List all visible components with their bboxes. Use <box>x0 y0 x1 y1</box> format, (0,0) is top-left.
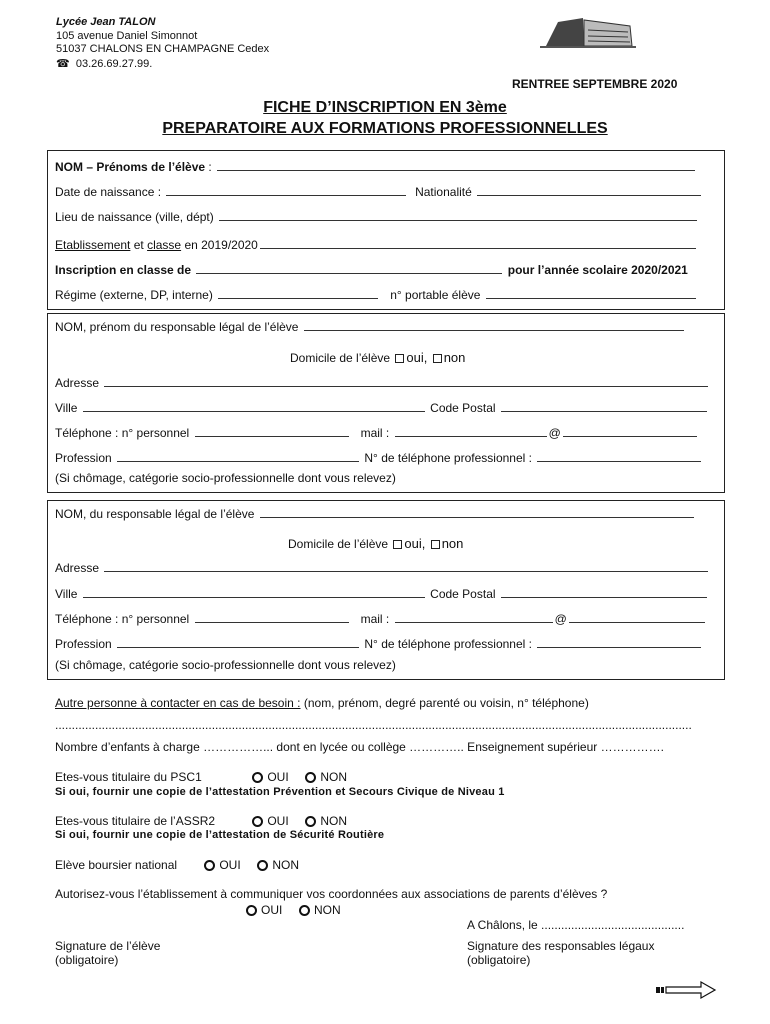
autorise-non-radio[interactable] <box>299 905 310 916</box>
boursier-row: Elève boursier national OUI NON <box>55 858 300 872</box>
g1-phone-row: Téléphone : n° personnel mail : @ <box>55 426 699 440</box>
title-line1: FICHE D’INSCRIPTION EN 3ème <box>263 99 507 116</box>
g1-mail-domain-field[interactable] <box>563 436 697 437</box>
g1-non-checkbox[interactable] <box>433 354 442 363</box>
g1-phone-field[interactable] <box>195 436 349 437</box>
contact-hint: (nom, prénom, degré parenté ou voisin, n° téléphone) <box>303 696 589 710</box>
school-address: 105 avenue Daniel Simonnot <box>56 30 198 42</box>
g2-non-checkbox[interactable] <box>431 540 440 549</box>
school-year: pour l’année scolaire 2020/2021 <box>507 263 688 277</box>
g1-address-row: Adresse <box>55 376 710 390</box>
g1-name-row: NOM, prénom du responsable légal de l’élève <box>55 320 686 334</box>
assr2-label: Etes-vous titulaire de l’ASSR2 <box>55 814 216 828</box>
children-row: Nombre d’enfants à charge ……………... dont en lycée ou collège ………….. Enseignement supérieur ……………. <box>55 740 664 754</box>
assr2-row: Etes-vous titulaire de l’ASSR2 OUI NON <box>55 814 348 828</box>
contact-row <box>55 696 589 710</box>
school-city: 51037 CHALONS EN CHAMPAGNE Cedex <box>56 43 270 55</box>
g1-profession-field[interactable] <box>117 461 359 462</box>
g1-city-field[interactable] <box>83 411 425 412</box>
contact-label: Autre personne à contacter en cas de besoin : <box>55 696 301 710</box>
autorise-oui-radio[interactable] <box>246 905 257 916</box>
g2-phone-field[interactable] <box>195 622 349 623</box>
g2-mail-user-field[interactable] <box>395 622 553 623</box>
g1-pro-phone-field[interactable] <box>537 461 701 462</box>
assr2-non-radio[interactable] <box>305 816 316 827</box>
birthplace-row <box>55 210 699 224</box>
boursier-oui-radio[interactable] <box>204 860 215 871</box>
g1-address-field[interactable] <box>104 386 708 387</box>
autorise-label: Autorisez-vous l’établissement à communiquer vos coordonnées aux associations de parents d’élèves ? <box>55 887 608 901</box>
psc1-note: Si oui, fournir une copie de l’attestation Prévention et Secours Civique de Niveau 1 <box>55 786 505 798</box>
title-line2: PREPARATOIRE AUX FORMATIONS PROFESSIONNELLES <box>162 120 608 137</box>
g2-oui-checkbox[interactable] <box>393 540 402 549</box>
inscription-label: Inscription en classe de <box>55 263 192 277</box>
sig-student-note: (obligatoire) <box>55 953 119 967</box>
g2-name-field[interactable] <box>260 517 694 518</box>
birthplace-field[interactable] <box>219 220 697 221</box>
regime-row <box>55 288 698 302</box>
etab-row: Etablissement et classe en 2019/2020 <box>55 238 698 252</box>
psc1-oui-radio[interactable] <box>252 772 263 783</box>
mobile-label: n° portable élève <box>390 288 481 302</box>
dob-field[interactable] <box>166 195 406 196</box>
school-phone-row <box>56 57 152 70</box>
g1-oui-checkbox[interactable] <box>395 354 404 363</box>
nom-field[interactable] <box>217 170 695 171</box>
g2-postal-field[interactable] <box>501 597 707 598</box>
g1-city-row: Ville Code Postal <box>55 401 709 415</box>
g1-chomage-note: (Si chômage, catégorie socio-professionnelle dont vous relevez) <box>55 471 396 485</box>
nationality-label: Nationalité <box>415 185 472 199</box>
nationality-field[interactable] <box>477 195 701 196</box>
g2-profession-field[interactable] <box>117 647 359 648</box>
regime-label: Régime (externe, DP, interne) <box>55 288 213 302</box>
phone-icon: ☎ <box>56 58 70 70</box>
boursier-non-radio[interactable] <box>257 860 268 871</box>
g1-name-field[interactable] <box>304 330 684 331</box>
school-phone: 03.26.69.27.99. <box>75 58 153 70</box>
autorise-row: OUI NON <box>246 903 341 917</box>
assr2-note: Si oui, fournir une copie de l’attestation de Sécurité Routière <box>55 829 385 841</box>
g2-address-field[interactable] <box>104 571 708 572</box>
g2-pro-phone-field[interactable] <box>537 647 701 648</box>
psc1-label: Etes-vous titulaire du PSC1 <box>55 770 202 784</box>
g2-phone-row: Téléphone : n° personnel mail : @ <box>55 612 707 626</box>
psc1-row: Etes-vous titulaire du PSC1 OUI NON <box>55 770 348 784</box>
g1-profession-row: Profession N° de téléphone professionnel : <box>55 451 703 465</box>
place-date: A Châlons, le ........................................... <box>467 918 685 932</box>
g1-domicile-row: Domicile de l’élève oui, non <box>290 350 466 365</box>
school-logo <box>538 16 638 52</box>
rentree-label: RENTREE SEPTEMBRE 2020 <box>512 77 678 91</box>
dob-label: Date de naissance : <box>55 185 162 199</box>
g1-postal-field[interactable] <box>501 411 707 412</box>
g1-mail-user-field[interactable] <box>395 436 547 437</box>
g2-chomage-note: (Si chômage, catégorie socio-professionnelle dont vous relevez) <box>55 658 396 672</box>
nom-label: NOM – Prénoms de l’élève <box>55 160 206 174</box>
arrow-right-icon <box>655 980 717 1000</box>
school-name: Lycée Jean TALON <box>56 16 156 28</box>
g2-city-row: Ville Code Postal <box>55 587 709 601</box>
regime-field[interactable] <box>218 298 378 299</box>
boursier-label: Elève boursier national <box>55 858 178 872</box>
g2-city-field[interactable] <box>83 597 425 598</box>
g2-name-row: NOM, du responsable légal de l’élève <box>55 507 696 521</box>
nom-row: NOM – Prénoms de l’élève : <box>55 160 697 174</box>
assr2-oui-radio[interactable] <box>252 816 263 827</box>
student-section <box>47 150 725 310</box>
dob-row <box>55 185 703 199</box>
inscription-row <box>55 263 688 277</box>
mobile-field[interactable] <box>486 298 696 299</box>
g2-profession-row: Profession N° de téléphone professionnel : <box>55 637 703 651</box>
sig-student-label: Signature de l’élève <box>55 939 161 953</box>
sig-guardians-label: Signature des responsables légaux <box>467 939 655 953</box>
g2-mail-domain-field[interactable] <box>569 622 705 623</box>
g2-address-row: Adresse <box>55 561 710 575</box>
etab-field[interactable] <box>260 248 696 249</box>
inscription-field[interactable] <box>196 273 502 274</box>
birthplace-label: Lieu de naissance (ville, dépt) <box>55 210 214 224</box>
g2-domicile-row: Domicile de l’élève oui, non <box>288 536 464 551</box>
psc1-non-radio[interactable] <box>305 772 316 783</box>
contact-dotted-field[interactable]: ............................................................................................................................................................................................... <box>55 718 692 732</box>
sig-guardians-note: (obligatoire) <box>467 953 531 967</box>
